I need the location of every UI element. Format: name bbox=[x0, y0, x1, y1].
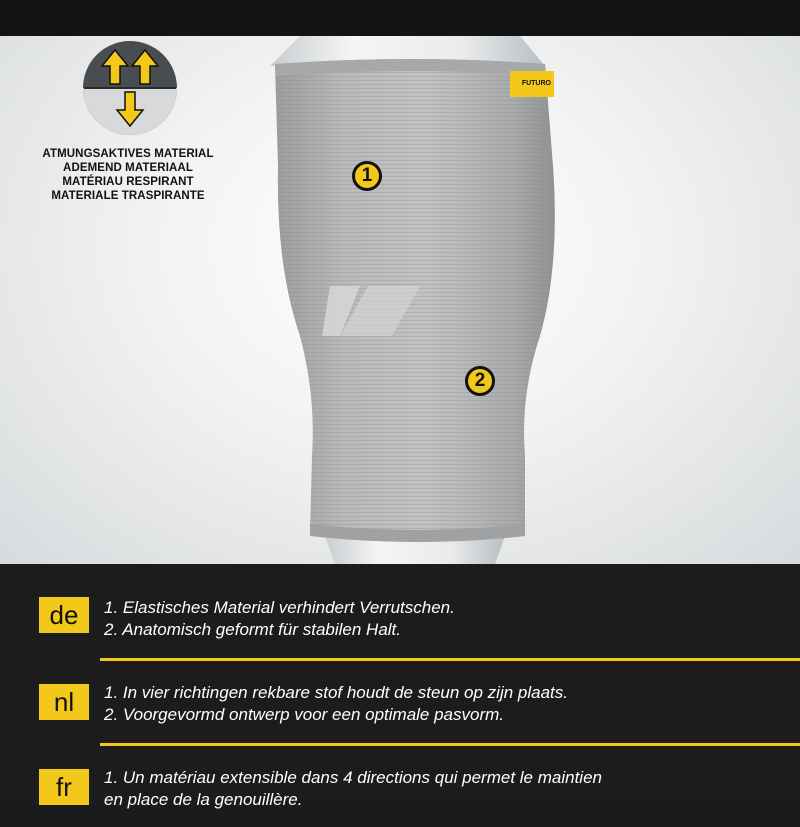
feature-line: 2. Voorgevormd ontwerp voor een optimale pasvorm. bbox=[104, 705, 505, 724]
feature-panel bbox=[0, 564, 800, 809]
feature-line: en place de la genouillère. bbox=[104, 790, 303, 809]
breathable-arrows-icon bbox=[82, 40, 178, 136]
material-label-nl: ADEMEND MATERIAAL bbox=[63, 162, 193, 174]
feature-line: 2. Anatomisch geformt für stabilen Halt. bbox=[104, 620, 402, 639]
feature-row-fr bbox=[0, 767, 800, 827]
feature-line: 1. Un matériau extensible dans 4 directions qui permet le maintien bbox=[104, 768, 602, 787]
feature-text-fr bbox=[104, 767, 602, 811]
material-labels bbox=[28, 147, 228, 203]
top-bar bbox=[0, 0, 800, 36]
feature-line: 1. In vier richtingen rekbare stof houdt de steun op zijn plaats. bbox=[104, 683, 568, 702]
material-label-fr: MATÉRIAU RESPIRANT bbox=[62, 176, 194, 188]
material-label-it: MATERIALE TRASPIRANTE bbox=[51, 190, 205, 202]
lang-badge-de: de bbox=[39, 597, 89, 633]
feature-line: 1. Elastisches Material verhindert Verrutschen. bbox=[104, 598, 455, 617]
feature-text-de bbox=[104, 597, 455, 641]
callout-2: 2 bbox=[465, 366, 495, 396]
brand-tag: FUTURO bbox=[510, 71, 554, 97]
separator bbox=[100, 743, 800, 746]
separator bbox=[100, 658, 800, 661]
feature-text-nl bbox=[104, 682, 568, 726]
feature-row-de bbox=[0, 597, 800, 657]
lang-badge-nl: nl bbox=[39, 684, 89, 720]
feature-row-nl bbox=[0, 682, 800, 742]
material-label-de: ATMUNGSAKTIVES MATERIAL bbox=[42, 148, 214, 160]
lang-badge-fr: fr bbox=[39, 769, 89, 805]
callout-1: 1 bbox=[352, 161, 382, 191]
